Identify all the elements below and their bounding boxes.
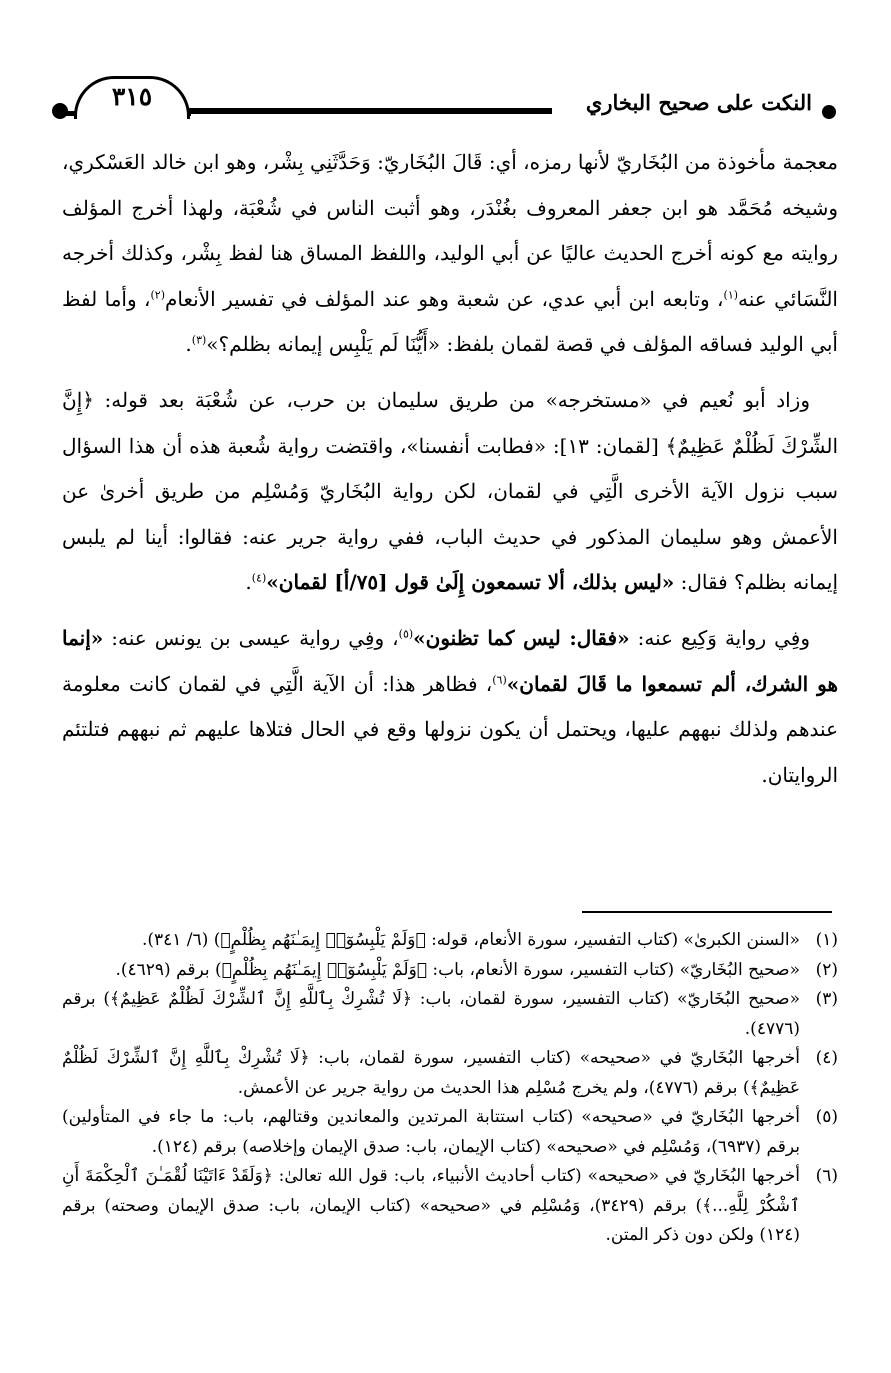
footnote-number: (١) <box>815 930 838 950</box>
footnote-6 <box>62 1162 838 1251</box>
footnote-3 <box>62 985 838 1044</box>
footnote-ref-4[interactable]: (٤) <box>251 571 267 585</box>
paragraph-1-text-d: . <box>185 332 192 357</box>
paragraph-1-text-a: معجمة مأخوذة من البُخَاريّ لأنها رمزه، أي: قَالَ البُخَاريّ: وَحَدَّثَنِي بِشْر، وهو ابن خالد العَسْكري، وشيخه مُحَمَّد هو ابن جعفر المعروف بغُنْدَر، وهو أثبت الناس في شُعْبَة، ولهذا أخرج المؤلف روايته مع كونه أخرج الحديث عاليًا عن أبي الوليد، واللفظ المساق هنا لفظ بِشْر، وكذلك أخرجه النَّسَائي عنه <box>62 150 838 311</box>
paragraph-2-text-a: وزاد أبو نُعيم في «مستخرجه» من طريق سليمان بن حرب، عن شُعْبَة بعد قوله: ﴿إِنَّ الشِّرْكَ لَظُلْمٌ عَظِيمٌ﴾ [لقمان: ١٣]: «فطابت أنفسنا»، واقتضت رواية شُعبة هذه أن هذا السؤال سبب نزول الآية الأخرى الَّتِي في لقمان، لكن رواية البُخَاريّ وَمُسْلِم من طريق أخرىٰ عن الأعمش وهو سليمان المذكور في حديث الباب، ففي رواية جرير عنه: فقالوا: أينا لم يلبس إيمانه بظلم؟ فقال: <box>62 387 839 595</box>
footnote-text: «السنن الكبرىٰ» (كتاب التفسير، سورة الأنعام، قوله: ﴿وَلَمْ يَلْبِسُوٓا۟ إِيمَـٰنَهُم بِظُلْمٍ﴾) (٦/ ٣٤١). <box>141 930 800 950</box>
page-header <box>52 72 842 142</box>
paragraph-3-quote-2: «إنما هو الشرك، ألم تسمعوا ما قَالَ لقمان» <box>62 625 838 696</box>
footnote-ref-6[interactable]: (٦) <box>492 672 507 686</box>
footnote-5 <box>62 1103 838 1162</box>
footnote-separator <box>582 911 832 913</box>
header-rule <box>182 108 552 114</box>
paragraph-3-text-c: ، فظاهر هذا: أن الآية الَّتِي في لقمان كانت معلومة عندهم ولذلك نبههم عليها، ويحتمل أن يكون نزولها وقع في الحال فتلاها عليهم ثم نبههم فتلتئم الروايتان. <box>62 671 838 787</box>
paragraph-1 <box>62 140 838 368</box>
paragraph-3 <box>62 616 838 798</box>
footnote-2 <box>62 956 838 986</box>
footnote-4 <box>62 1044 838 1103</box>
header-ornament-dot-left <box>52 103 68 119</box>
footnote-ref-5[interactable]: (٥) <box>398 627 414 641</box>
paragraph-2-quote: «ليس بذلك، ألا تسمعون إِلَىٰ قول [٧٥/أ] لقمان» <box>266 570 675 595</box>
footnote-ref-3[interactable]: (٣) <box>191 333 207 347</box>
footnote-1 <box>62 926 838 956</box>
footnote-ref-2[interactable]: (٢) <box>150 288 166 302</box>
footnote-number: (٦) <box>815 1166 838 1186</box>
footnote-text: أخرجها البُخَاريّ في «صحيحه» (كتاب التفسير، سورة لقمان، باب: ﴿لَا تُشْرِكْ بِٱللَّهِ إِنَّ ٱلشِّرْكَ لَظُلْمٌ عَظِيمٌ﴾) برقم (٤٧٧٦)، ولم يخرج مُسْلِم هذا الحديث من رواية جرير عن الأعمش. <box>62 1048 800 1098</box>
footnote-text: أخرجها البُخَاريّ في «صحيحه» (كتاب أحاديث الأنبياء، باب: قول الله تعالىٰ: ﴿وَلَقَدْ ءَاتَيْنَا لُقْمَـٰنَ ٱلْحِكْمَةَ أَنِ ٱشْكُرْ لِلَّهِ...﴾) برقم (٣٤٢٩)، وَمُسْلِم في «صحيحه» (كتاب الإيمان، باب: صدق الإيمان وصحته) برقم (١٢٤) ولكن دون ذكر المتن. <box>62 1166 800 1245</box>
paragraph-3-text-a: وفِي رواية وَكِيع عنه: <box>629 625 811 650</box>
running-title: النكت على صحيح البخاري <box>585 90 812 115</box>
footnote-number: (٤) <box>815 1048 838 1068</box>
paragraph-2-text-b: . <box>245 570 252 595</box>
paragraph-1-text-c: ، وأما لفظ أبي الوليد فساقه المؤلف في قصة لقمان بلفظ: «أَيُّنَا لَم يَلْبِس إيمانه بظلم؟» <box>62 286 838 357</box>
footnote-ref-1[interactable]: (١) <box>723 288 739 302</box>
page-number: ٣١٥ <box>111 82 153 111</box>
footnote-text: «صحيح البُخَاريّ» (كتاب التفسير، سورة لقمان، باب: ﴿لَا تُشْرِكْ بِٱللَّهِ إِنَّ ٱلشِّرْكَ لَظُلْمٌ عَظِيمٌ﴾) برقم (٤٧٧٦). <box>62 989 800 1039</box>
footnotes <box>62 926 838 1251</box>
paragraph-3-quote-1: «فقال: ليس كما تظنون» <box>413 625 630 650</box>
paragraph-3-text-b: ، وفِي رواية عيسى بن يونس عنه: <box>103 625 399 650</box>
footnote-text: أخرجها البُخَاريّ في «صحيحه» (كتاب استتابة المرتدين والمعاندين وقتالهم، باب: ما جاء في المتأولين) برقم (٦٩٣٧)، وَمُسْلِم في «صحيحه» (كتاب الإيمان، باب: صدق الإيمان وإخلاصه) برقم (١٢٤). <box>62 1107 800 1157</box>
footnote-number: (٥) <box>815 1107 838 1127</box>
footnote-number: (٢) <box>815 959 838 980</box>
paragraph-1-text-b: ، وتابعه ابن أبي عدي، عن شعبة وهو عند المؤلف في تفسير الأنعام <box>165 286 724 311</box>
footnote-number: (٣) <box>815 989 838 1009</box>
paragraph-2 <box>62 378 838 606</box>
footnote-text: «صحيح البُخَاريّ» (كتاب التفسير، سورة الأنعام، باب: ﴿وَلَمْ يَلْبِسُوٓا۟ إِيمَـٰنَهُم بِظُلْمٍ﴾) برقم (٤٦٢٩). <box>115 959 800 980</box>
header-ornament-dot-right <box>822 105 836 119</box>
main-text <box>62 140 838 798</box>
